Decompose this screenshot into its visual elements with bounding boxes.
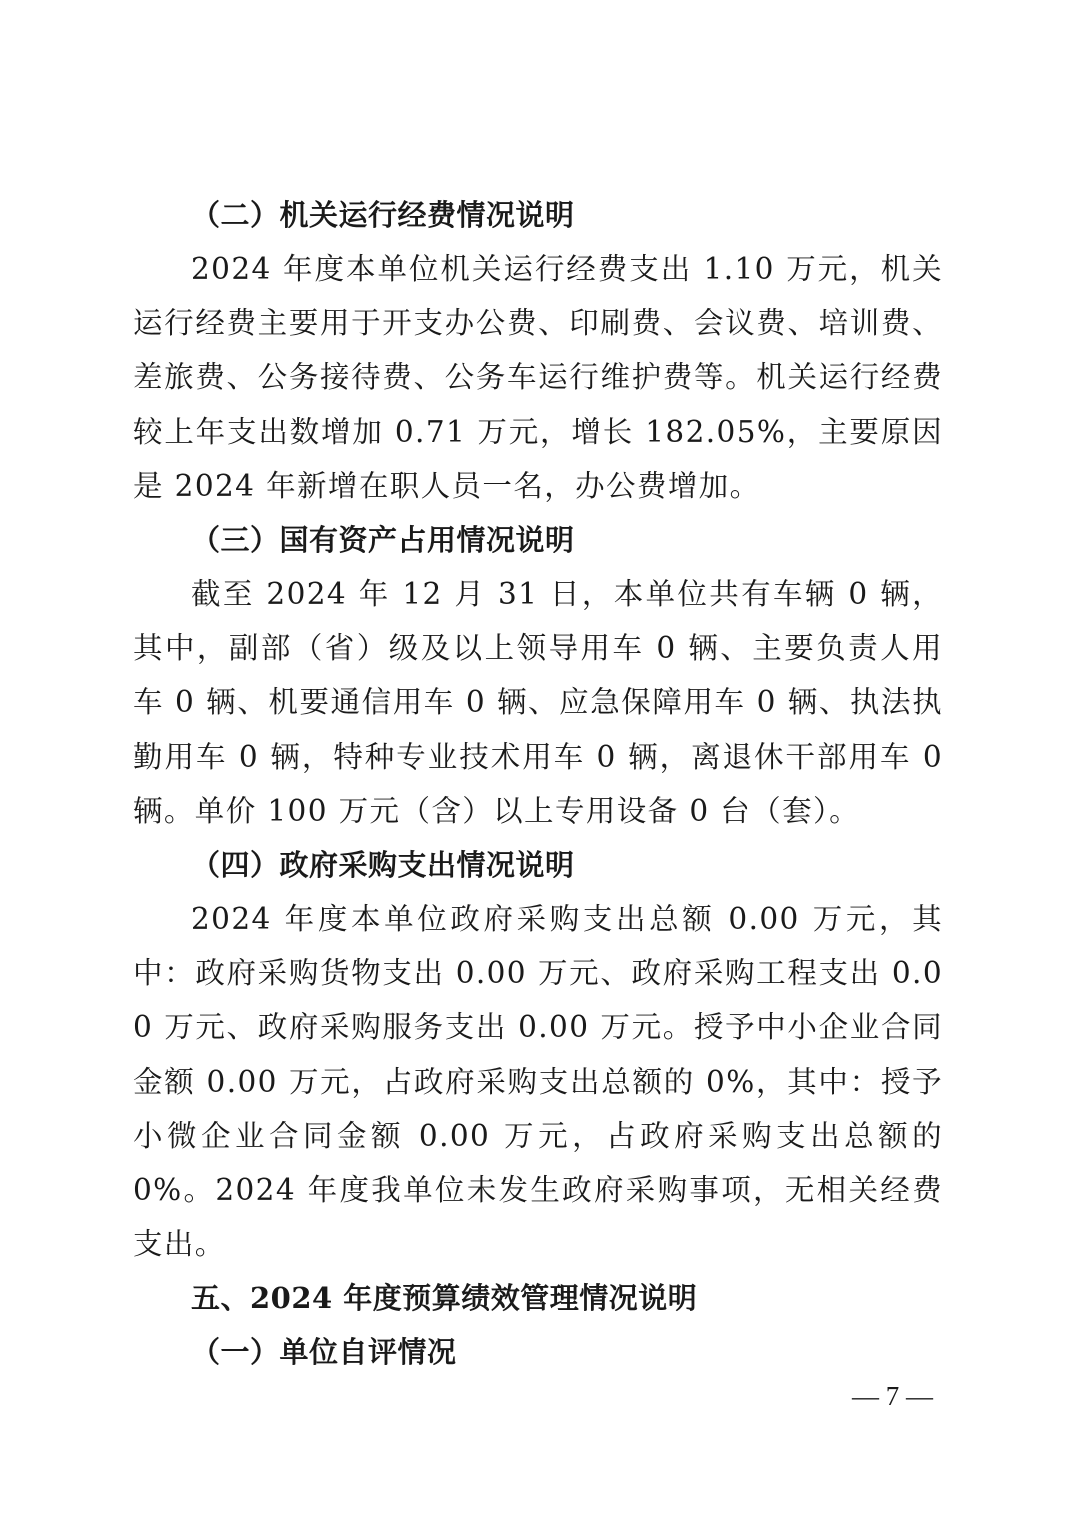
section-heading-government-procurement: （四）政府采购支出情况说明 <box>191 848 575 883</box>
page-content <box>133 188 943 1379</box>
section-body-government-procurement: 2024 年度本单位政府采购支出总额 0.00 万元，其中：政府采购货物支出 0.00 万元、政府采购工程支出 0.00 万元、政府采购服务支出 0.00 万元。授予中小企业合同金额 0.00 万元，占政府采购支出总额的 0%，其中：授予小微企业合同金额 0.00 万元，占政府采购支出总额的 0%。2024 年度我单位未发生政府采购事项，无相关经费支出。 <box>133 902 943 1262</box>
page-number: — 7 — <box>852 1381 933 1411</box>
section-body-operating-expenses: 2024 年度本单位机关运行经费支出 1.10 万元，机关运行经费主要用于开支办公费、印刷费、会议费、培训费、差旅费、公务接待费、公务车运行维护费等。机关运行经费较上年支出数增加 0.71 万元，增长 182.05%，主要原因是 2024 年新增在职人员一名，办公费增加。 <box>133 252 943 503</box>
section-body-state-assets: 截至 2024 年 12 月 31 日，本单位共有车辆 0 辆，其中，副部（省）级及以上领导用车 0 辆、主要负责人用车 0 辆、机要通信用车 0 辆、应急保障用车 0 辆、执法执勤用车 0 辆，特种专业技术用车 0 辆，离退休干部用车 0 辆。单价 100 万元（含）以上专用设备 0 台（套）。 <box>133 577 943 828</box>
section-heading-operating-expenses: （二）机关运行经费情况说明 <box>191 198 575 232</box>
section-heading-state-assets: （三）国有资产占用情况说明 <box>191 523 575 558</box>
section-heading-self-evaluation: （一）单位自评情况 <box>191 1335 457 1370</box>
section-heading-performance-management: 五、2024 年度预算绩效管理情况说明 <box>191 1281 698 1316</box>
